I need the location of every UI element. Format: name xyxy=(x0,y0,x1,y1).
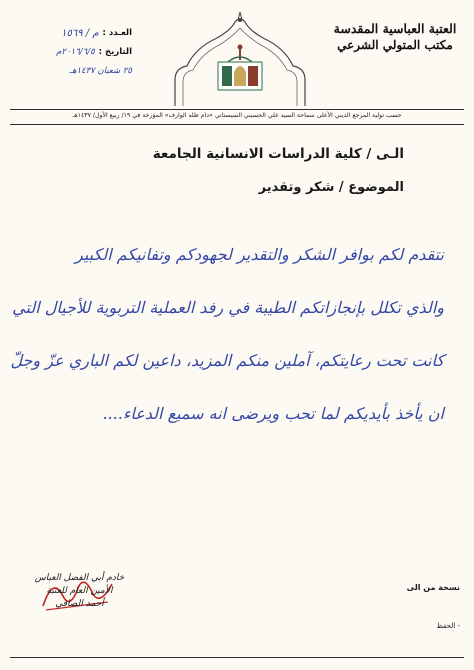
number-value: م / ١٥٦٩ xyxy=(61,28,99,39)
signature-line-2: الأمين العام للعتبة xyxy=(46,586,113,596)
body-line-3: كانت تحت رعايتكم، آملين منكم المزيد، داعين لكم الباري عزّ وجلّ xyxy=(10,351,444,370)
signature-line-3: أحمد الصافي xyxy=(55,599,104,609)
date-value: ٢٠١٦/٦/٥م xyxy=(56,47,95,57)
subject-line: الموضوع / شكر وتقدير xyxy=(258,180,404,195)
signature-block xyxy=(22,572,137,611)
number-row xyxy=(12,24,132,43)
organization-line-1: العتبة العباسية المقدسة xyxy=(333,21,457,36)
organization-name xyxy=(330,20,460,53)
header-divider-lower xyxy=(10,124,464,125)
body-line-1: نتقدم لكم بوافر الشكر والتقدير لجهودكم وتفانيكم الكبير xyxy=(75,245,444,264)
copy-to-label: نسخة من الى xyxy=(406,583,460,592)
signature-line-1: خادم أبي الفضل العباس xyxy=(34,573,125,583)
footer-divider xyxy=(10,657,464,658)
letter-body xyxy=(10,228,444,440)
body-line-4: ان يأخذ بأيديكم لما تحب ويرضى انه سميع الدعاء.... xyxy=(102,404,444,423)
body-line-2: والذي تكلل بإنجازاتكم الطيبة في رفد العملية التربوية للأجيال التي xyxy=(12,298,444,317)
date-label: التاريخ : xyxy=(98,47,132,57)
number-label: العـدد : xyxy=(102,28,132,38)
document-meta xyxy=(12,24,132,81)
organization-line-2: مكتب المتولي الشرعي xyxy=(337,38,453,52)
hijri-row xyxy=(12,62,132,81)
header-divider xyxy=(10,109,464,110)
logo-icon xyxy=(214,42,266,94)
file-note: - الحفظ xyxy=(436,622,460,630)
addressee: الـى / كلية الدراسات الانسانية الجامعة xyxy=(152,146,404,162)
appointment-note: حسب تولية المرجع الديني الأعلى سماحة السيد علي الحسيني السيستاني «دام ظله الوارف» المؤرخة في ١٩/ ربيع الأول/ ١٤٣٧هـ xyxy=(72,112,402,119)
date-row xyxy=(12,43,132,62)
hijri-date-value: ٢٥ شعبان ١٤٣٧هـ xyxy=(69,66,132,76)
